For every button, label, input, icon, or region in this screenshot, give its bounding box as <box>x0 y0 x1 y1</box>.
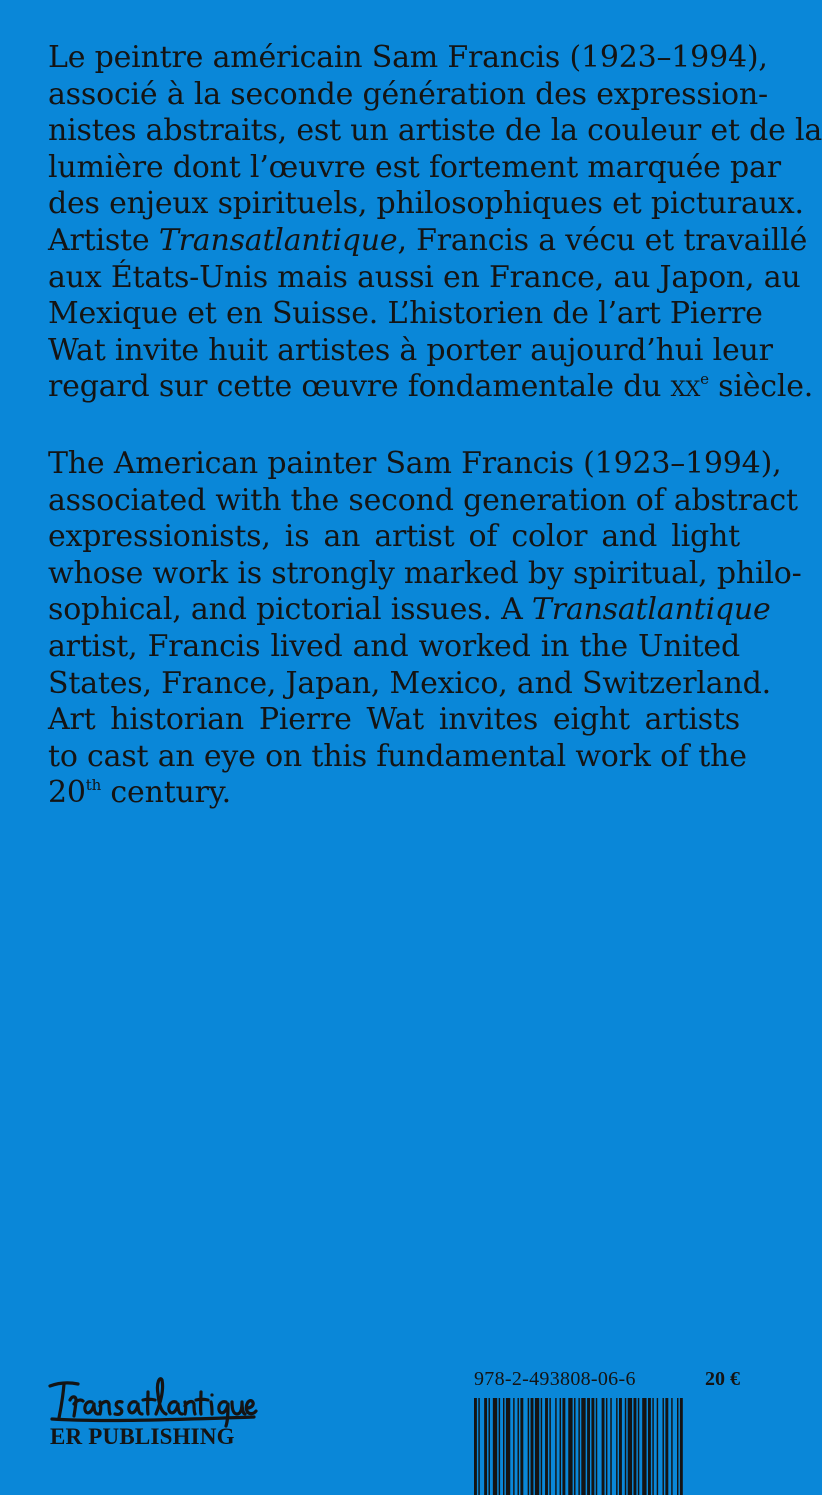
french-line: Le peintre américain Sam Francis (1923–1994), <box>48 40 768 75</box>
barcode-bar <box>578 1398 579 1495</box>
barcode-bar <box>562 1398 565 1495</box>
french-line: Artiste Transatlantique, Francis a vécu et travaillé <box>48 222 808 258</box>
english-description <box>48 446 802 812</box>
barcode-bar <box>528 1398 529 1495</box>
barcode-bar <box>625 1398 626 1495</box>
english-line: 20th century. <box>48 775 231 811</box>
english-line: Art historian Pierre Wat invites eight artists <box>48 702 740 738</box>
barcode-bar <box>503 1398 504 1495</box>
french-line: associé à la seconde génération des expression- <box>48 76 768 112</box>
english-line: artist, Francis lived and worked in the United <box>48 628 740 664</box>
barcode-block <box>474 1368 740 1495</box>
barcode-bar <box>587 1398 590 1495</box>
barcode-bar <box>545 1398 548 1495</box>
barcode-bar <box>602 1398 605 1495</box>
english-line: sophical, and pictorial issues. A Transatlantique <box>48 592 771 628</box>
english-line: associated with the second generation of abstract <box>48 482 798 518</box>
english-line: to cast an eye on this fundamental work of the <box>48 738 747 774</box>
barcode-bar <box>484 1398 487 1495</box>
barcode-bar <box>560 1398 561 1495</box>
barcode-bar <box>616 1398 617 1495</box>
barcode-bar <box>531 1398 534 1495</box>
barcode-bar <box>663 1398 664 1495</box>
barcode-bar <box>541 1398 542 1495</box>
english-line: whose work is strongly marked by spiritual, philo- <box>48 555 802 591</box>
publisher-name: ER PUBLISHING <box>50 1424 235 1449</box>
barcode-bar <box>499 1398 500 1495</box>
barcode-bar <box>574 1398 575 1495</box>
barcode-bar <box>677 1398 678 1495</box>
barcode-bar <box>671 1398 672 1495</box>
barcode-bar <box>555 1398 556 1495</box>
barcode-bar <box>606 1398 607 1495</box>
barcode-bar <box>657 1398 658 1495</box>
barcode-bar <box>506 1398 510 1495</box>
french-line: Wat invite huit artistes à porter aujourd’hui leur <box>48 332 773 368</box>
barcode-bar <box>652 1398 653 1495</box>
barcode-bar <box>549 1398 550 1495</box>
french-line: regard sur cette œuvre fondamentale du $xx^e$ siècle. <box>48 369 814 405</box>
barcode-bar <box>489 1398 490 1495</box>
english-line: expressionists, is an artist of color and light <box>48 519 740 555</box>
barcode-bar <box>619 1398 622 1495</box>
barcode-bar <box>648 1398 651 1495</box>
price: 20 € <box>705 1368 740 1390</box>
barcode-bar <box>638 1398 639 1495</box>
barcode-bar <box>591 1398 594 1495</box>
barcode-bar <box>518 1398 519 1495</box>
french-line: des enjeux spirituels, philosophiques et picturaux. <box>48 186 804 222</box>
isbn-number: 978-2-493808-06-6 <box>474 1368 636 1390</box>
barcode-bar <box>634 1398 637 1495</box>
french-line: Mexique et en Suisse. L’historien de l’art Pierre <box>48 296 763 332</box>
barcode-bar <box>642 1398 646 1495</box>
english-line: The American painter Sam Francis (1923–1994), <box>48 446 782 481</box>
english-line: States, France, Japan, Mexico, and Switzerland. <box>48 665 771 701</box>
barcode-bar <box>474 1398 477 1495</box>
barcode-bar <box>520 1398 523 1495</box>
french-line: nistes abstraits, est un artiste de la couleur et de la <box>48 113 822 149</box>
french-line: lumière dont l’œuvre est fortement marquée par <box>48 149 781 185</box>
barcode-bar <box>568 1398 572 1495</box>
barcode-icon <box>474 1398 740 1495</box>
barcode-bar <box>665 1398 668 1495</box>
barcode-bar <box>581 1398 585 1495</box>
french-description <box>48 40 822 406</box>
barcode-bar <box>478 1398 479 1495</box>
barcode-bar <box>680 1398 683 1495</box>
publisher-logo <box>48 1372 278 1452</box>
transatlantique-logo-icon <box>48 1372 258 1430</box>
barcode-bar <box>535 1398 539 1495</box>
barcode-bar <box>610 1398 611 1495</box>
barcode-bar <box>596 1398 597 1495</box>
french-line: aux États-Unis mais aussi en France, au Japon, au <box>48 259 801 295</box>
barcode-bar <box>628 1398 632 1495</box>
barcode-bar <box>493 1398 497 1495</box>
barcode-bar <box>513 1398 514 1495</box>
